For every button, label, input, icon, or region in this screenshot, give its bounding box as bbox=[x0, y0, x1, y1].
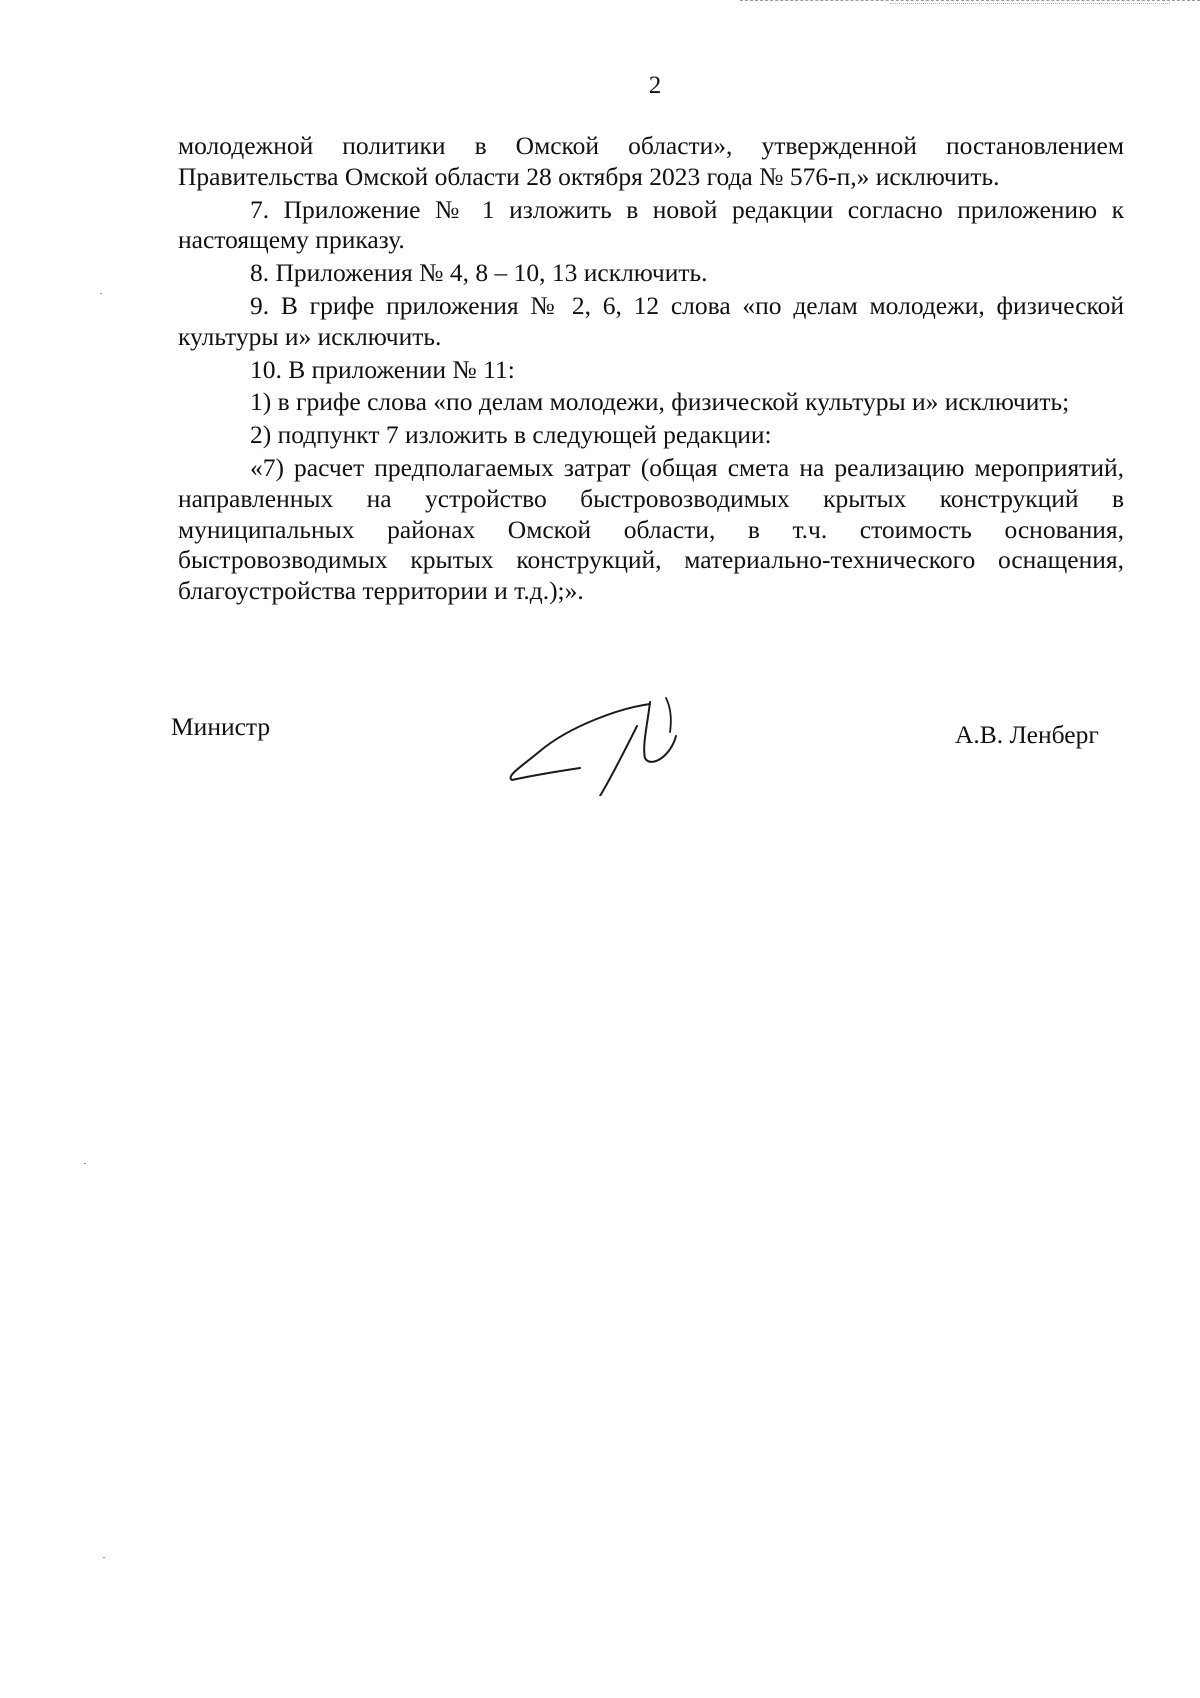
paragraph: 1) в грифе слова «по делам молодежи, физической культуры и» исключить; bbox=[250, 387, 1070, 417]
paragraph: «7) расчет предполагаемых затрат (общая смета на реализацию мероприятий, направленных на устройство быстровозводимых крытых конструкций в муниципальных районах Омской области, в т.ч. стоимость основания, быстровозводимых крытых конструкций, материально-технического оснащения, благоустройства территории и т.д.);». bbox=[178, 452, 1124, 606]
handwritten-signature bbox=[500, 696, 730, 796]
document-body bbox=[178, 131, 1124, 607]
signatory-name: А.В. Ленберг bbox=[955, 720, 1099, 749]
scan-speck bbox=[100, 293, 102, 294]
signature-block bbox=[0, 700, 1200, 820]
paragraph: 7. Приложение № 1 изложить в новой редакции согласно приложению к настоящему приказу. bbox=[178, 194, 1124, 255]
page-number: 2 bbox=[648, 72, 662, 99]
paragraph: молодежной политики в Омской области», утвержденной постановлением Правительства Омской области 28 октября 2023 года № 576-п,» исключить. bbox=[178, 131, 1124, 191]
scan-edge-mark bbox=[890, 3, 1170, 5]
paragraph: 9. В грифе приложения № 2, 6, 12 слова «по делам молодежи, физической культуры и» исключить. bbox=[178, 290, 1124, 351]
paragraph: 2) подпункт 7 изложить в следующей редакции: bbox=[250, 420, 772, 450]
signatory-title: Министр bbox=[171, 712, 271, 741]
scan-speck bbox=[84, 1163, 86, 1164]
paragraph: 10. В приложении № 11: bbox=[250, 354, 515, 384]
scan-speck bbox=[103, 1557, 105, 1558]
paragraph: 8. Приложения № 4, 8 – 10, 13 исключить. bbox=[250, 258, 708, 288]
